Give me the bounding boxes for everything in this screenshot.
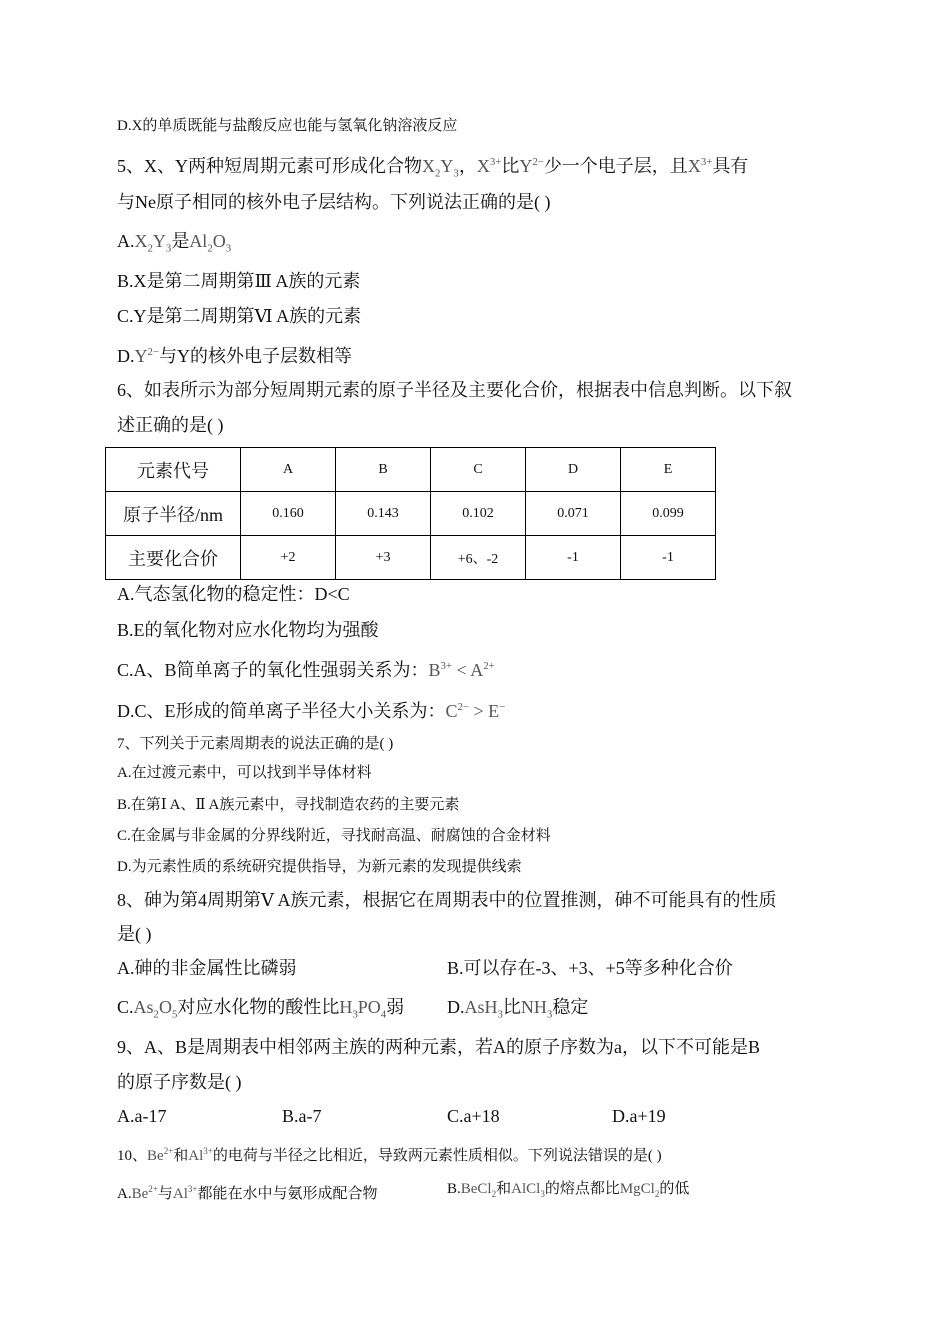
formula-subscript: 2 — [207, 242, 213, 255]
text: D.C、E形成的简单离子半径大小关系为： — [117, 701, 446, 721]
q8-stem-line1 — [117, 889, 777, 911]
formula-subscript: 3 — [352, 1008, 358, 1021]
formula-superscript: 3+ — [203, 1146, 213, 1156]
q8-option-b — [447, 957, 733, 979]
q9-stem-line2 — [117, 1071, 242, 1093]
table-cell: 0.102 — [431, 492, 526, 536]
formula-superscript: 2− — [147, 346, 159, 358]
table-cell: C — [431, 448, 526, 492]
formula-subscript: 3 — [225, 242, 232, 255]
text: 的电荷与半径之比相近，导致两元素性质相似。下列说法错误的是( ) — [212, 1148, 662, 1164]
chemical-formula — [520, 997, 553, 1021]
chemical-formula — [440, 156, 459, 180]
table-cell: E — [621, 448, 716, 492]
formula-symbol: H — [339, 997, 353, 1017]
q5-stem-line1 — [117, 151, 748, 185]
q9-stem-line1 — [117, 1036, 760, 1058]
formula-symbol: X — [134, 231, 148, 251]
q6-option-a — [117, 583, 350, 605]
text: D. — [117, 346, 135, 366]
chemical-formula — [134, 231, 153, 255]
text: A.在过渡元素中，可以找到半导体材料 — [117, 765, 372, 781]
q5-option-b — [117, 270, 360, 292]
formula-superscript: 2− — [457, 701, 470, 713]
element-table — [105, 447, 716, 580]
formula-symbol: As — [133, 997, 154, 1017]
q6-stem-line1 — [117, 379, 792, 401]
table-cell: 主要化合价 — [106, 536, 241, 580]
q7-stem — [117, 735, 393, 753]
formula-symbol: Y — [519, 156, 533, 176]
formula-symbol: Y — [152, 231, 166, 251]
text: 是 — [171, 231, 190, 251]
formula-symbol: < A — [452, 660, 484, 680]
formula-symbol: X — [687, 156, 701, 176]
table-row — [106, 448, 716, 492]
text: 对应水化物的酸性比 — [177, 997, 340, 1017]
text: A.a-17 — [117, 1106, 167, 1126]
table-cell: +6、-2 — [431, 536, 526, 580]
chemical-formula — [173, 1186, 198, 1202]
chemical-formula — [446, 701, 470, 721]
chemical-formula — [147, 1148, 173, 1164]
table-cell: +3 — [336, 536, 431, 580]
q8-option-d — [447, 996, 588, 1026]
text: C.a+18 — [447, 1106, 500, 1126]
chemical-formula — [620, 1181, 660, 1197]
chemical-formula — [357, 997, 387, 1021]
chemical-formula — [469, 701, 505, 721]
chemical-formula — [132, 1186, 158, 1202]
text: C.A、B简单离子的氧化性强弱关系为： — [117, 660, 429, 680]
text: 比 — [502, 997, 521, 1017]
formula-symbol: Al — [188, 1148, 204, 1164]
formula-symbol: O — [212, 231, 226, 251]
text: 10、 — [117, 1148, 148, 1164]
q8-option-a — [117, 957, 297, 979]
chemical-formula — [688, 156, 713, 176]
table-cell: A — [241, 448, 336, 492]
text: 稳定 — [552, 997, 589, 1017]
table-row — [106, 536, 716, 580]
chemical-formula — [189, 231, 213, 255]
formula-symbol: Y — [134, 346, 148, 366]
formula-subscript: 3 — [453, 167, 459, 180]
formula-symbol: Be — [131, 1186, 149, 1202]
formula-subscript: 2 — [435, 167, 441, 180]
q8-option-c — [117, 996, 404, 1026]
formula-superscript: 2− — [532, 156, 544, 168]
formula-symbol: X — [422, 156, 435, 176]
formula-symbol: X — [476, 156, 490, 176]
text: 6、如表所示为部分短周期元素的原子半径及主要化合价，根据表中信息判断。以下叙 — [117, 380, 792, 400]
formula-superscript: 2+ — [148, 1184, 158, 1194]
text: B.可以存在-3、+3、+5等多种化合价 — [447, 958, 733, 978]
text: 是( ) — [117, 924, 152, 944]
formula-subscript: 2 — [654, 1189, 660, 1199]
text: ， — [458, 156, 477, 176]
q6-option-d — [117, 696, 505, 722]
q5-stem-line2 — [117, 191, 550, 213]
table-cell: 0.071 — [526, 492, 621, 536]
text: B.E的氧化物对应水化物均为强酸 — [117, 620, 379, 640]
table-row — [106, 492, 716, 536]
formula-symbol: Be — [147, 1148, 164, 1164]
q9-option-b — [282, 1105, 322, 1127]
q6-option-b — [117, 619, 379, 641]
formula-subscript: 2 — [147, 242, 153, 255]
formula-superscript: 3+ — [489, 156, 502, 168]
text: 和 — [173, 1148, 189, 1164]
q10-option-a — [117, 1180, 377, 1203]
formula-symbol: PO — [357, 997, 381, 1017]
text: 7、下列关于元素周期表的说法正确的是( ) — [117, 736, 394, 752]
table-cell: 0.099 — [621, 492, 716, 536]
table-cell: -1 — [621, 536, 716, 580]
table-cell: 0.143 — [336, 492, 431, 536]
formula-superscript: 3+ — [700, 156, 713, 168]
q9-option-c — [447, 1105, 500, 1127]
q7-option-a — [117, 764, 372, 782]
text: C.Y是第二周期第Ⅵ A族的元素 — [117, 306, 362, 326]
text: B.在第Ⅰ A、Ⅱ A族元素中，寻找制造农药的主要元素 — [117, 797, 460, 813]
formula-symbol: O — [158, 997, 172, 1017]
formula-subscript: 2 — [153, 1008, 159, 1021]
formula-symbol: AsH — [464, 997, 498, 1017]
q5-option-d — [117, 341, 352, 367]
chemical-formula — [158, 997, 178, 1021]
q10-stem — [117, 1142, 662, 1165]
formula-symbol: C — [445, 701, 458, 721]
text: 9、A、B是周期表中相邻两主族的两种元素，若A的原子序数为a，以下不可能是B — [117, 1037, 760, 1057]
chemical-formula — [188, 1148, 213, 1164]
text: 与Ne原子相同的核外电子层结构。下列说法正确的是( ) — [117, 192, 551, 212]
formula-symbol: Y — [440, 156, 454, 176]
text: 少一个电子层，且 — [543, 156, 688, 176]
table-cell: -1 — [526, 536, 621, 580]
formula-superscript: − — [499, 701, 506, 713]
formula-symbol: AlCl — [511, 1181, 541, 1197]
text: 述正确的是( ) — [117, 415, 224, 435]
text: 弱 — [386, 997, 405, 1017]
formula-symbol: > E — [469, 701, 500, 721]
table-cell: 元素代号 — [106, 448, 241, 492]
q7-option-b — [117, 796, 459, 814]
text: D.a+19 — [612, 1106, 666, 1126]
formula-subscript: 4 — [380, 1008, 387, 1021]
q4-option-d — [117, 117, 457, 135]
q9-option-d — [612, 1105, 666, 1127]
text: 5、X、Y两种短周期元素可形成化合物 — [117, 156, 422, 176]
text: A.砷的非金属性比磷弱 — [117, 958, 297, 978]
table-cell: D — [526, 448, 621, 492]
formula-symbol: NH — [520, 997, 547, 1017]
formula-subscript: 3 — [546, 1008, 553, 1021]
text: B.a-7 — [282, 1106, 322, 1126]
text: A.气态氢化物的稳定性：D<C — [117, 584, 350, 604]
text: 与Y的核外电子层数相等 — [159, 346, 352, 366]
table-cell: 原子半径/nm — [106, 492, 241, 536]
q10-option-b — [447, 1180, 689, 1203]
formula-superscript: 3+ — [187, 1184, 198, 1194]
formula-symbol: Al — [189, 231, 208, 251]
chemical-formula — [519, 156, 544, 176]
text: A. — [117, 1186, 132, 1202]
formula-subscript: 3 — [497, 1008, 503, 1021]
text: 都能在水中与氨形成配合物 — [197, 1186, 378, 1202]
text: D. — [447, 997, 465, 1017]
table-cell: B — [336, 448, 431, 492]
chemical-formula — [511, 1181, 545, 1197]
text: 比 — [501, 156, 520, 176]
chemical-formula — [135, 346, 160, 366]
q7-option-d — [117, 858, 522, 876]
q8-stem-line2 — [117, 923, 152, 945]
formula-superscript: 3+ — [440, 660, 453, 672]
chemical-formula — [339, 997, 358, 1021]
formula-subscript: 2 — [491, 1189, 497, 1199]
chemical-formula — [422, 156, 441, 180]
formula-superscript: 2+ — [163, 1146, 174, 1156]
q6-option-c — [117, 655, 495, 681]
table-cell: +2 — [241, 536, 336, 580]
text: 和 — [496, 1181, 512, 1197]
chemical-formula — [452, 660, 495, 680]
formula-subscript: 5 — [171, 1008, 178, 1021]
chemical-formula — [152, 231, 172, 255]
text: D.为元素性质的系统研究提供指导，为新元素的发现提供线索 — [117, 859, 522, 875]
text: 8、砷为第4周期第Ⅴ A族元素，根据它在周期表中的位置推测，砷不可能具有的性质 — [117, 890, 777, 910]
table-cell: 0.160 — [241, 492, 336, 536]
text: 的原子序数是( ) — [117, 1072, 242, 1092]
text: 的熔点都比 — [544, 1181, 620, 1197]
text: 具有 — [712, 156, 749, 176]
text: C. — [117, 997, 134, 1017]
q5-option-a — [117, 230, 231, 260]
text: 的低 — [659, 1181, 690, 1197]
text: 与 — [157, 1186, 173, 1202]
q5-option-c — [117, 305, 361, 327]
chemical-formula — [212, 231, 232, 255]
q6-stem-line2 — [117, 414, 224, 436]
text: A. — [117, 231, 135, 251]
formula-symbol: Al — [172, 1186, 188, 1202]
chemical-formula — [464, 997, 503, 1021]
formula-superscript: 2+ — [483, 660, 495, 672]
q9-option-a — [117, 1105, 166, 1127]
text: C.在金属与非金属的分界线附近，寻找耐高温、耐腐蚀的合金材料 — [117, 828, 551, 844]
formula-symbol: BeCl — [460, 1181, 492, 1197]
q7-option-c — [117, 827, 551, 845]
formula-subscript: 3 — [540, 1189, 545, 1199]
formula-symbol: MgCl — [619, 1181, 655, 1197]
text: B.X是第二周期第Ⅲ A族的元素 — [117, 271, 361, 291]
text: D.X的单质既能与盐酸反应也能与氢氧化钠溶液反应 — [117, 118, 458, 134]
chemical-formula — [133, 997, 159, 1021]
chemical-formula — [477, 156, 502, 176]
chemical-formula — [429, 660, 453, 680]
text: B. — [447, 1181, 461, 1197]
formula-subscript: 3 — [165, 242, 172, 255]
chemical-formula — [461, 1181, 496, 1197]
formula-symbol: B — [428, 660, 441, 680]
